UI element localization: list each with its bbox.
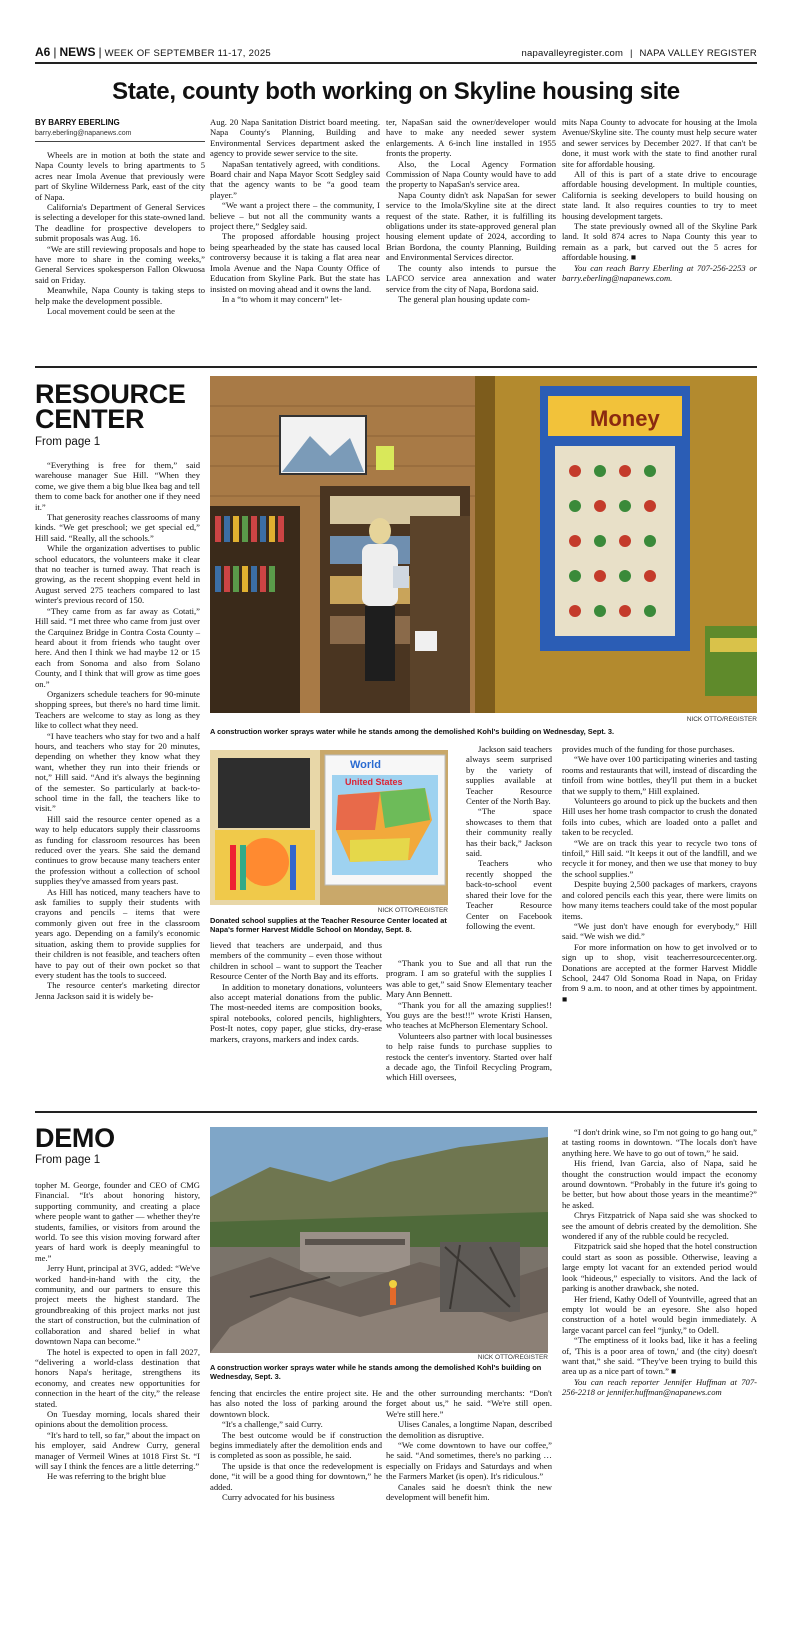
- skyline-author-email[interactable]: barry.eberling@napanews.com: [35, 130, 132, 137]
- paragraph: “Thank you to Sue and all that run the program. I am so grateful with the supplies I was able to get,” said Snow Elementary teacher Mary Ann Bennett.: [386, 958, 552, 1000]
- paragraph: “We come downtown to have our coffee,” he said. “And sometimes, there's no parking … especially on Fridays and Saturdays and when the Farmers Market (is open). It's ridiculous.”: [386, 1440, 552, 1482]
- map-subtitle-text: United States: [345, 777, 403, 787]
- photo1-caption: A construction worker sprays water while he stands among the demolished Kohl's building on Wednesday, Sept. 3.: [210, 727, 615, 736]
- paragraph: “Thank you for all the amazing supplies!! You guys are the best!!” wrote Kristi Hansen, who teaches at McPherson Elementary School.: [386, 999, 552, 1031]
- paragraph: fencing that encircles the entire project site. He has also noted the loss of parking around the downtown block.: [210, 1388, 382, 1419]
- paragraph: mits Napa County to advocate for housing at the Imola Avenue/Skyline site. The county must help secure water and sewer services by December 2027. If that can't be done, it must work with the state to find another rural site for affordable housing.: [562, 117, 757, 169]
- poster-money-text: Money: [590, 406, 660, 431]
- paragraph: Meanwhile, Napa County is taking steps to help make the development possible.: [35, 285, 205, 306]
- paragraph: “I have teachers who stay for two and a half hours, and teachers who stay for 20 minutes, depending on whether they know what they want, whether they run into their friends or not,” Hill said. “And it's always the beginning of the semester. So particularly at back-to-school time in the fall, the teachers like to visit.”: [35, 730, 200, 814]
- resource-column-4: [562, 744, 757, 1124]
- school-supplies-photo: [210, 750, 448, 905]
- paragraph: That generosity reaches classrooms of many kinds. “We get preschool; we get special ed,” Hill said. “Really, all the schools.”: [35, 512, 200, 543]
- photo2-caption: Donated school supplies at the Teacher Resource Center located at Napa's former Harvest Middle School on Monday, Sept. 8.: [210, 916, 447, 934]
- paragraph: While the organization advertises to public school educators, the volunteers make it clear that no teacher is turned away. That reach is growing, as the recent shopping event held in August served 275 teachers compared to last winter's previous record of 150.: [35, 543, 200, 606]
- skyline-column-1: [35, 150, 205, 355]
- resource-jump: From page 1: [35, 436, 101, 448]
- paragraph: Fitzpatrick said she hoped that the hotel construction could start as soon as possible. Otherwise, leaving a large empty lot vacant for an extended period would look “hideous,” especially to visitors. And the lack of parking is another drawback, she noted.: [562, 1241, 757, 1294]
- paragraph: lieved that teachers are underpaid, and thus members of the community – even those without children in school – want to support the Teacher Resource Center of the North Bay and its efforts.: [210, 940, 382, 982]
- paragraph: Napa County didn't ask NapaSan for sewer service to the Imola/Skyline site at the direct request of the state. Rather, it is fulfilling its obligations under its state-approved general plan housing element update of 2024, according to Brian Bordona, the county Planning, Building and Environmental Services director.: [386, 189, 556, 263]
- paragraph: Despite buying 2,500 packages of markers, crayons and colored pencils each this year, there were limits on how many items teachers could take of the most popular items.: [562, 879, 757, 921]
- resource-column-1: [35, 460, 200, 1120]
- demo-jump: From page 1: [35, 1154, 101, 1166]
- section-rule-1: [35, 366, 757, 368]
- resource-column-2: [210, 940, 382, 1120]
- paragraph: “It's hard to tell, so far,” about the impact on his employer, said Andrew Curry, general manager of Vermeil Wines at 1018 First St. “I will say I think the fences are a little deterring.”: [35, 1429, 200, 1471]
- masthead-right: napavalleyregister.com | NAPA VALLEY REGISTER: [521, 48, 757, 59]
- paragraph: Volunteers also partner with local businesses to help raise funds to purchase supplies to restock the center's inventory. Started over half a decade ago, the Tinfoil Recycling Program, which Hill oversees,: [386, 1030, 552, 1083]
- resource-column-3-bottom: [386, 958, 552, 1120]
- resource-column-3-top: [466, 744, 552, 956]
- paragraph: The hotel is expected to open in fall 2027, “delivering a world-class destination that honors Napa's heritage, strengthens its economy, and creates new opportunities for connection in the heart of the city,” the release stated.: [35, 1346, 200, 1409]
- demo-column-3: [386, 1388, 552, 1588]
- paragraph: The proposed affordable housing project being spearheaded by the state has caused local controversy because it is taking a flat area near Imola Avenue and the Napa County Office of Education from Skyline Park. But the state has insisted on moving ahead and it owns the land.: [210, 231, 380, 294]
- paragraph: Ulises Canales, a longtime Napan, described the demolition as disruptive.: [386, 1419, 552, 1440]
- section-rule-2: [35, 1111, 757, 1113]
- paragraph: “We want a project there – the community, I believe – but not all the community wants a project there,” Sedgley said.: [210, 200, 380, 232]
- paragraph: For more information on how to get involved or to sign up to shop, visit teacherresourcecenter.org. Donations are accepted at the former Harvest Middle School, 2447 Old Sonoma Road in Napa, on Friday from 9 a.m. to noon, and at other times by appointment. ■: [562, 941, 757, 1004]
- header-rule: [35, 62, 757, 64]
- section-name: NEWS: [59, 45, 96, 59]
- paragraph: “We have over 100 participating wineries and tasting rooms and restaurants that will, instead of discarding the tinfoil from wine bottles, they'll put them in a bucket that we supply to them,” Hill explained.: [562, 754, 757, 796]
- paragraph: “We are still reviewing proposals and hope to have more to share in the coming weeks,” General Services spokesperson Fallon Okwuosa said on Friday.: [35, 243, 205, 285]
- paragraph: The county also intends to pursue the LAFCO service area annexation and water service from the city of Napa, Bordona said.: [386, 262, 556, 294]
- paragraph: and the other surrounding merchants: “Don't forget about us,” he said. “We're still open. We're still here.”: [386, 1388, 552, 1419]
- paper-name: NAPA VALLEY REGISTER: [639, 48, 757, 59]
- paragraph: In addition to monetary donations, volunteers also accept material donations from the public. The most-needed items are composition books, spiral notebooks, colored pencils, highlighters, Post-It notes, copy paper, glue sticks, dry-erase markers, crayons, markers and index cards.: [210, 981, 382, 1044]
- demo-column-4: [562, 1127, 757, 1607]
- paragraph: NapaSan tentatively agreed, with conditions. Board chair and Napa Mayor Scott Sedgley said that the agency wants to be “a good team player.”: [210, 158, 380, 200]
- demo-column-2: [210, 1388, 382, 1588]
- paragraph: topher M. George, founder and CEO of CMG Financial. “It's about honoring history, supporting community, and creating a place where people want to gather — whether they're students, families, or visitors from around the world. To see this vision moving forward after years of hard work is deeply meaningful to me.”: [35, 1180, 200, 1263]
- demo-title: DEMO: [35, 1123, 115, 1153]
- paragraph: Local movement could be seen at the: [47, 306, 175, 317]
- site-url[interactable]: napavalleyregister.com: [521, 48, 624, 59]
- paragraph: Curry advocated for his business: [222, 1492, 335, 1503]
- paragraph: In a “to whom it may concern” let-: [222, 293, 343, 304]
- paragraph: The upside is that once the redevelopment is done, “it will be a good thing for downtown,” he added.: [210, 1460, 382, 1492]
- paragraph: Aug. 20 Napa Sanitation District board meeting. Napa County's Planning, Building and Environmental Services department asked the agency to provide sewer service to the site.: [210, 117, 380, 159]
- paragraph: Teachers who recently shopped the back-to-school event shared their love for the Teacher Resource Center on Facebook following the event.: [466, 858, 552, 931]
- author-signoff: You can reach Barry Eberling at 707-256-2253 or barry.eberling@napanews.com.: [562, 262, 757, 284]
- paragraph: The state previously owned all of the Skyline Park land. It sold 874 acres to Napa County this year to remain as a park, but carved out the 5 acres for affordable housing. ■: [562, 221, 757, 263]
- paragraph: Also, the Local Agency Formation Commission of Napa County would have to add the property to NapaSan's service area.: [386, 158, 556, 190]
- issue-week: WEEK OF SEPTEMBER 11-17, 2025: [104, 48, 271, 59]
- paragraph: The resource center's marketing director Jenna Jackson said it is widely be-: [35, 980, 200, 1001]
- photo1-credit: NICK OTTO/REGISTER: [686, 716, 757, 723]
- byline-divider: [35, 141, 205, 142]
- paragraph: “The emptiness of it looks bad, like it has a feeling of, 'This is a poor area of town,' and (the city) doesn't want that,” she said. “They've been trying to build this area up as a nice part of town.” ■: [562, 1335, 757, 1377]
- resource-center-photo: [210, 376, 757, 713]
- demo-column-1: [35, 1180, 200, 1580]
- paragraph: All of this is part of a state drive to encourage affordable housing development. In multiple counties, California is seeking developers to build housing on state land. It also requires counties to try to meet housing development targets.: [562, 169, 757, 221]
- demolition-photo: [210, 1127, 548, 1353]
- photo2-credit: NICK OTTO/REGISTER: [377, 907, 448, 914]
- resource-title-line-1: RESOURCE: [35, 379, 186, 409]
- paragraph: Jackson said teachers always seem surprised by the variety of supplies available at Teacher Resource Center of the North Bay.: [466, 744, 552, 807]
- skyline-column-4: [562, 117, 757, 362]
- paragraph: Volunteers go around to pick up the buckets and then Hill uses her home trash compactor to crush the donated foils into cubes, which are loaded onto a pallet and taken to be recycled.: [562, 796, 757, 838]
- skyline-byline: BY BARRY EBERLING: [35, 118, 120, 127]
- paragraph: Canales said he doesn't think the new development will benefit him.: [386, 1481, 552, 1503]
- paragraph: As Hill has noticed, many teachers have to ask families to supply their students with crayons and pencils – items that were commonly given out free in the classroom years ago. Depending on a family's economic situation, asking them to provide supplies for their children is not feasible, and teachers often have to pay out of their own pocket so that every student has the tools to succeed.: [35, 886, 200, 980]
- paragraph: “We just don't have enough for everybody,” Hill said. “We wish we did.”: [562, 920, 757, 942]
- paragraph: “They came from as far away as Cotati,” Hill said. “I met three who came from just over the Carquinez Bridge in Contra Costa County – heard about it from friends who taught over here. And then I think we had maybe 12 or 15 each from Sonoma and also from Solano County, and I think that will grow as time goes on.”: [35, 605, 200, 689]
- paragraph: He was referring to the bright blue: [47, 1471, 166, 1482]
- paragraph: Jerry Hunt, principal at 3VG, added: “We've worked hand-in-hand with the city, the community, and our partners to ensure this project meets the highest standard. The groundbreaking of this project marks not just the start of construction, but the culmination of collaboration and shared belief in what downtown Napa can become.”: [35, 1263, 200, 1347]
- paragraph: Hill said the resource center opened as a way to help educators supply their classrooms as funding for classroom resources has been reduced over the years. She said the demand continues to grow because many teachers enter the profession without a collection of school supplies they've amassed from years past.: [35, 813, 200, 887]
- skyline-column-2: [210, 117, 380, 357]
- paragraph: “Everything is free for them,” said warehouse manager Sue Hill. “When they come, we give them a big blue Ikea bag and tell them to come back for another one if they need it.”: [35, 460, 200, 512]
- resource-title-line-2: CENTER: [35, 404, 145, 434]
- page-number: A6: [35, 45, 51, 59]
- skyline-column-3: [386, 117, 556, 357]
- paragraph: California's Department of General Services is selecting a developer for this state-owned land. The deadline for prospective developers to submit proposals was Aug. 16.: [35, 202, 205, 244]
- skyline-headline: State, county both working on Skyline housing site: [112, 78, 680, 105]
- paragraph: On Tuesday morning, locals shared their opinions about the demolition process.: [35, 1408, 200, 1430]
- paragraph: Chrys Fitzpatrick of Napa said she was shocked to see the amount of debris created by the demolition. She wondered if any of the rubble could be recycled.: [562, 1210, 757, 1242]
- paragraph: “It's a challenge,” said Curry.: [222, 1419, 323, 1430]
- demo-photo-caption: A construction worker sprays water while he stands among the demolished Kohl's building on Wednesday, Sept. 3.: [210, 1363, 542, 1381]
- page-folio: A6 | NEWS | WEEK OF SEPTEMBER 11-17, 2025: [35, 45, 271, 59]
- paragraph: “The space showcases to them that their community really has their back,” Jackson said.: [466, 806, 552, 859]
- paragraph: His friend, Ivan Garcia, also of Napa, said he thought the construction would impact the economy around downtown. “Probably in the future it's going to be better, but how about those years in the meantime?” he asked.: [562, 1158, 757, 1210]
- paragraph: Organizers schedule teachers for 90-minute shopping sprees, but there's no hard time limit. Teachers are welcome to stay as long as they like to collect what they need.: [35, 688, 200, 731]
- resource-title: [35, 379, 186, 434]
- author-signoff: You can reach reporter Jennifer Huffman at 707-256-2218 or jennifer.huffman@napanews.com: [562, 1376, 757, 1398]
- paragraph: Her friend, Kathy Odell of Yountville, agreed that an empty lot would be an eyesore. She also hoped construction of a hotel would begin immediately. A large vacant parcel can feel “junky,” to Odell.: [562, 1293, 757, 1335]
- paragraph: Wheels are in motion at both the state and Napa County levels to bring apartments to 5 acres near Imola Avenue that previously were part of Skyline Wilderness Park, east of the city of Napa.: [35, 150, 205, 202]
- demo-photo-credit: NICK OTTO/REGISTER: [477, 1354, 548, 1361]
- paragraph: provides much of the funding for those purchases.: [562, 744, 735, 754]
- paragraph: “I don't drink wine, so I'm not going to go hang out,” at tasting rooms in downtown. “The locals don't have anything here. We have to go out of town,” he said.: [562, 1127, 757, 1158]
- paragraph: “We are on track this year to recycle two tons of tinfoil,” Hill said. “It keeps it out of the landfill, and we recycle it for money, and then we use that money to buy the school supplies.”: [562, 837, 757, 879]
- paragraph: ter, NapaSan said the owner/developer would have to make any needed sewer system enlargements. A 6-inch line installed in 1955 fronts the property.: [386, 117, 556, 159]
- map-title-text: World: [350, 759, 381, 771]
- paragraph: The general plan housing update com-: [398, 293, 530, 304]
- paragraph: The best outcome would be if construction begins immediately after the demolition ends and is completed as soon as possible, he said.: [210, 1429, 382, 1461]
